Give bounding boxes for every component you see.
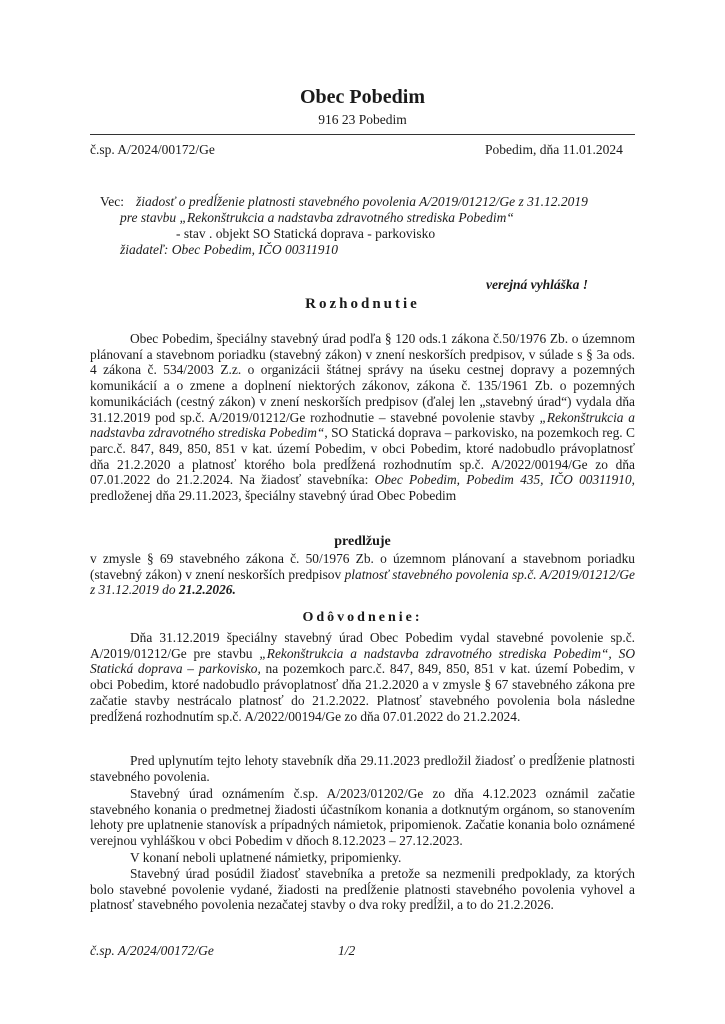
municipality-address: 916 23 Pobedim bbox=[318, 112, 407, 127]
decision-heading: Rozhodnutie bbox=[305, 296, 420, 312]
reasoning-paragraph-4: V konaní neboli uplatnené námietky, pripomienky. bbox=[130, 850, 402, 865]
reasoning-paragraph-5: Stavebný úrad posúdil žiadosť stavebníka a pretože sa nezmenili predpoklady, za ktorých bolo stavebné povolenie vydané, žiadosti na predĺženie platnosti stavebného povolenia vyhovel a platnosť stavebného povolenia nezačatej stavby o dva roky predĺžil, a to do 21.2.2026. bbox=[90, 866, 635, 913]
reasoning-paragraph-2: Pred uplynutím tejto lehoty stavebník dňa 29.11.2023 predložil žiadosť o predĺženie platnosti stavebného povolenia. bbox=[90, 753, 635, 784]
reasoning-paragraph-1: Dňa 31.12.2019 špeciálny stavebný úrad Obec Pobedim vydal stavebné povolenie sp.č. A/2019/01212/Ge pre stavbu „Rekonštrukcia a nadstavba zdravotného strediska Pobedim“, SO Statická doprava – parkovisko, na pozemkoch parc.č. 847, 849, 850, 851 v kat. území Pobedim, v obci Pobedim, ktoré nadobudlo právoplatnosť dňa 21.2.2020 a v zmysle § 67 stavebného zákona pre začatie stavby nestrácalo platnosť do 21.2.2022. Platnosť stavebného povolenia bola následne predĺžená rozhodnutím sp.č. A/2022/00194/Ge zo dňa 07.01.2022 do 21.2.2024. bbox=[90, 630, 635, 724]
footer-reference: č.sp. A/2024/00172/Ge bbox=[90, 943, 214, 958]
reasoning-heading: Odôvodnenie: bbox=[302, 610, 423, 625]
reference-number: č.sp. A/2024/00172/Ge bbox=[90, 142, 215, 157]
decision-verb: predlžuje bbox=[334, 534, 391, 549]
municipality-title: Obec Pobedim bbox=[300, 86, 425, 108]
decision-extension-paragraph: v zmysle § 69 stavebného zákona č. 50/1976 Zb. o územnom plánovaní a stavebnom poriadku (stavebný zákon) v znení neskorších predpisov platnosť stavebného povolenia sp.č. A/2019/01212/Ge z 31.12.2019 do 21.2.2026. bbox=[90, 551, 635, 598]
subject-label: Vec: bbox=[100, 194, 124, 209]
place-date: Pobedim, dňa 11.01.2024 bbox=[485, 142, 623, 157]
public-notice: verejná vyhláška ! bbox=[486, 277, 588, 292]
subject-line-3: - stav . objekt SO Statická doprava - parkovisko bbox=[176, 226, 436, 241]
subject-line-4: žiadateľ: Obec Pobedim, IČO 00311910 bbox=[120, 242, 338, 257]
header-divider bbox=[90, 134, 635, 135]
decision-paragraph: Obec Pobedim, špeciálny stavebný úrad podľa § 120 ods.1 zákona č.50/1976 Zb. o územnom plánovaní a stavebnom poriadku (stavebný zákon) v znení neskorších predpisov, v súlade s § 3a ods. 4 zákona č. 534/2003 Z.z. o organizácii štátnej správy na úseku cestnej dopravy a pozemných komunikácií a o zmene a doplnení niektorých zákonov, zákona č. 135/1961 Zb. o pozemných komunikáciách (cestný zákon) v znení neskorších predpisov (ďalej len „stavebný úrad“) vydala dňa 31.12.2019 pod sp.č. A/2019/01212/Ge rozhodnutie – stavebné povolenie stavby „Rekonštrukcia a nadstavba zdravotného strediska Pobedim“, SO Statická doprava – parkovisko, na pozemkoch reg. C parc.č. 847, 849, 850, 851 v kat. území Pobedim, v obci Pobedim, ktoré nadobudlo právoplatnosť dňa 21.2.2020 a platnosť ktorého bola predĺžená rozhodnutím sp.č. A/2022/00194/Ge zo dňa 07.01.2022 do 21.2.2024. Na žiadosť stavebníka: Obec Pobedim, Pobedim 435, IČO 00311910, predloženej dňa 29.11.2023, špeciálny stavebný úrad Obec Pobedim bbox=[90, 331, 636, 504]
page-number: 1/2 bbox=[338, 943, 356, 958]
subject-line-1: žiadosť o predĺženie platnosti stavebného povolenia A/2019/01212/Ge z 31.12.2019 bbox=[136, 194, 588, 209]
subject-line-2: pre stavbu „Rekonštrukcia a nadstavba zdravotného strediska Pobedim“ bbox=[120, 210, 514, 225]
reasoning-paragraph-3: Stavebný úrad oznámením č.sp. A/2023/01202/Ge zo dňa 4.12.2023 oznámil začatie stavebného konania o predmetnej žiadosti účastníkom konania a dotknutým orgánom, so stanovením lehoty pre uplatnenie stanovísk a prípadných námietok, pripomienok. Začatie konania bolo oznámené verejnou vyhláškou v obci Pobedim v dňoch 8.12.2023 – 27.12.2023. bbox=[90, 786, 635, 849]
